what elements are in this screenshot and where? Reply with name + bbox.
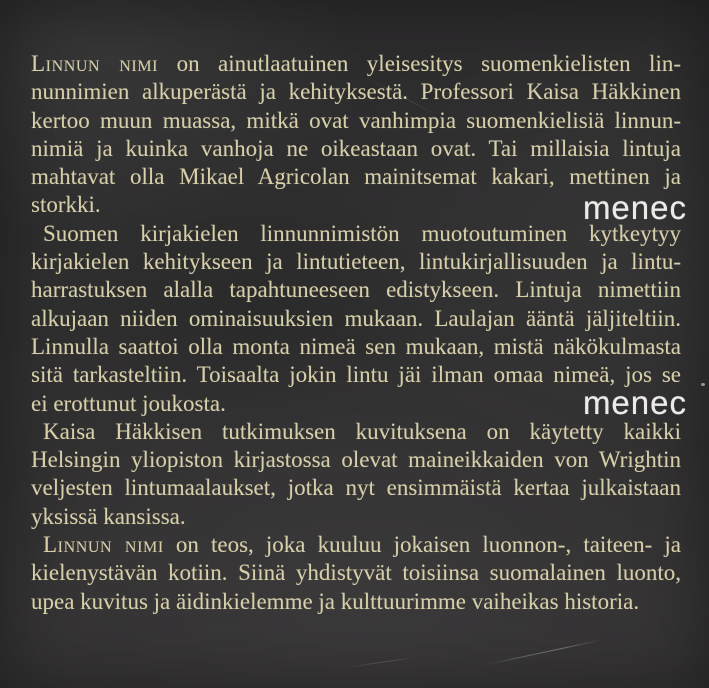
menec-watermark: menec: [582, 189, 687, 226]
menec-watermark: menec: [582, 384, 687, 421]
text-line: kirjakielen kehitykseen ja lintutieteen, lintukirjallisuuden ja lintu-: [31, 249, 681, 275]
text-line: [31, 50, 681, 78]
text-line-rest: on ainutlaatuinen yleisesitys suomenkielisten lin-: [158, 51, 681, 76]
text-line: veljesten lintumaalaukset, jotka nyt ensimmäistä kertaa julkaistaan: [31, 475, 681, 501]
text-line: ei erottunut joukosta.: [31, 390, 226, 416]
text-line: kertoo muun muassa, mitkä ovat vanhimpia suomenkielisiä linnun-: [31, 107, 681, 133]
text-line: alkujaan niiden ominaisuuksien mukaan. Laulajan ääntä jäljiteltiin.: [31, 305, 681, 331]
book-title-smallcaps: Linnun nimi: [43, 532, 164, 558]
text-line: nimiä ja kuinka vanhoja ne oikeastaan ovat. Tai millaisia lintuja: [31, 135, 681, 161]
text-line: upea kuvitus ja äidinkielemme ja kulttuurimme vaiheikas historia.: [31, 588, 640, 614]
text-line: harrastuksen alalla tapahtuneeseen edistykseen. Lintuja nimettiin: [31, 277, 681, 303]
text-line: kielenystävän kotiin. Siinä yhdistyvät toisiinsa suomalainen luonto,: [31, 560, 681, 586]
scratch-mark: [345, 657, 414, 668]
text-line: [31, 531, 681, 559]
text-line: yksissä kansissa.: [31, 503, 186, 529]
text-line: sitä tarkasteltiin. Toisaalta jokin lintu jäi ilman omaa nimeä, jos se: [31, 362, 681, 388]
scratch-mark: [484, 640, 602, 666]
text-line: storkki.: [31, 192, 101, 218]
text-line: Helsingin yliopiston kirjastossa olevat maineikkaiden von Wrightin: [31, 447, 681, 473]
blurb-text-block: [31, 50, 681, 616]
text-line: Suomen kirjakielen linnunnimistön muotoutuminen kytkeytyy: [43, 220, 681, 246]
paragraph-illustrations: [31, 418, 681, 531]
text-line: mahtavat olla Mikael Agricolan mainitsemat kakari, mettinen ja: [31, 164, 681, 190]
book-title-smallcaps: Linnun nimi: [31, 51, 159, 76]
dust-speck: [701, 383, 705, 386]
paragraph-closing: [31, 531, 681, 616]
text-line: Kaisa Häkkisen tutkimuksen kuvituksena on käytetty kaikki: [43, 418, 681, 444]
text-line: Linnulla saattoi olla monta nimeä sen mukaan, mistä näkökulmasta: [31, 333, 681, 359]
text-line-rest: on teos, joka kuuluu jokaisen luonnon-, taiteen- ja: [163, 532, 681, 558]
text-line: nunnimien alkuperästä ja kehityksestä. Professori Kaisa Häkkinen: [31, 79, 681, 105]
